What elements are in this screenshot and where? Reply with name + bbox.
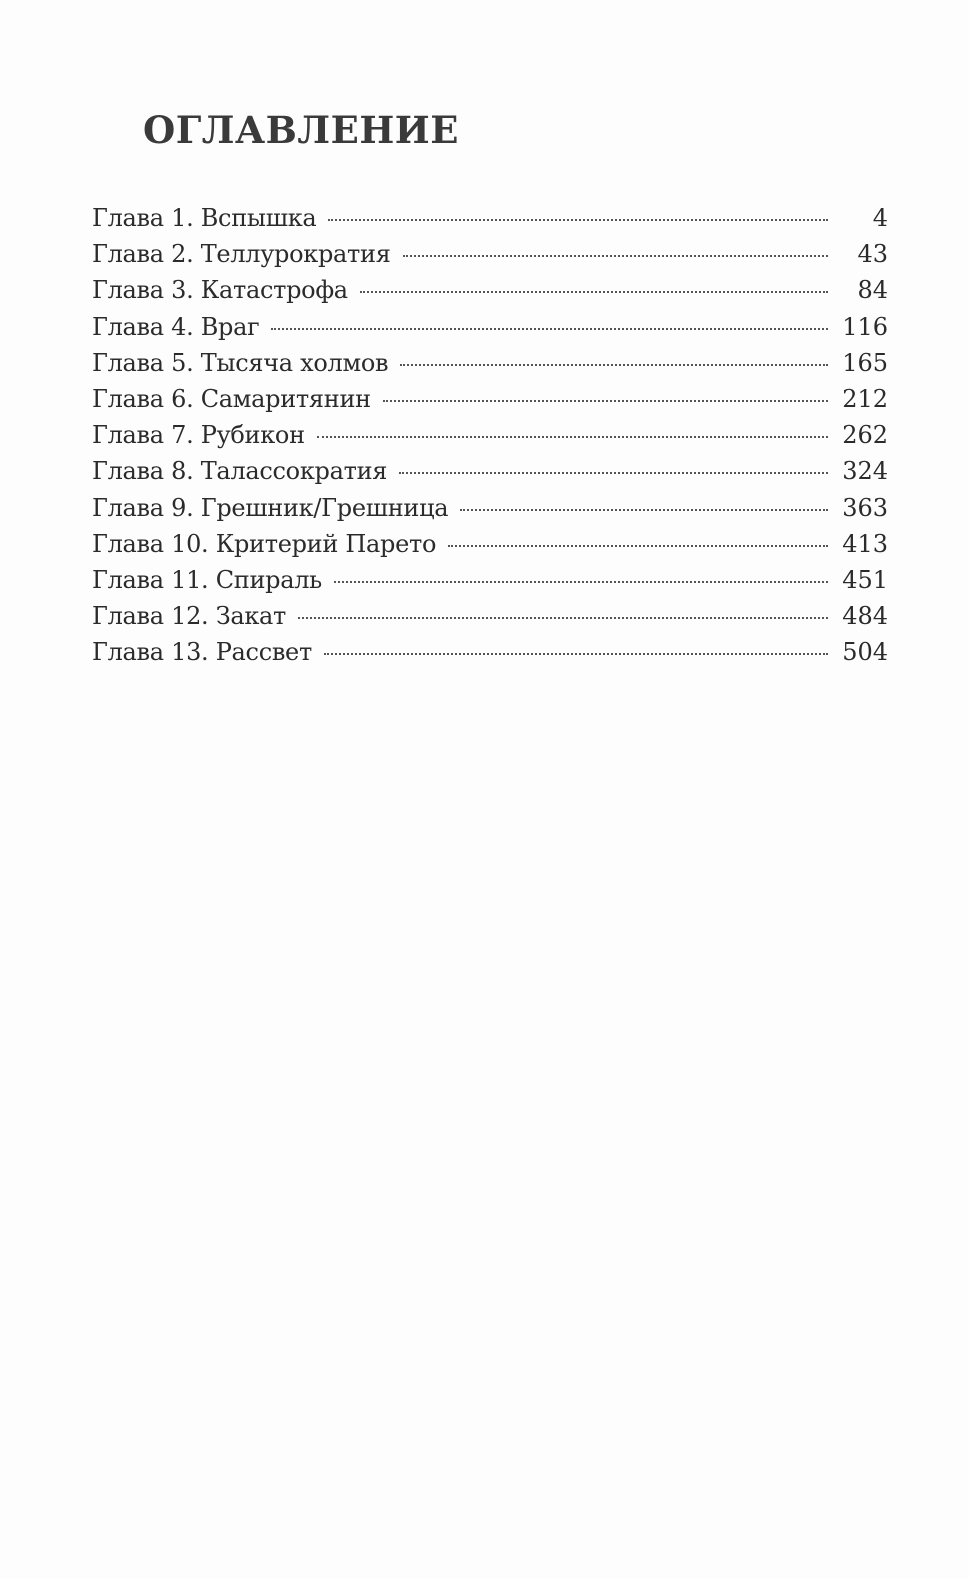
toc-chapter-title: Глава 5. Тысяча холмов (92, 348, 389, 377)
dot-leader (399, 472, 828, 474)
toc-entry (92, 385, 888, 421)
toc-page-number: 116 (842, 312, 888, 341)
toc-page-number: 4 (872, 204, 888, 232)
dot-leader (334, 581, 828, 583)
dot-leader (400, 364, 828, 366)
toc-page-number: 324 (842, 457, 888, 486)
toc-page-number: 165 (842, 348, 888, 377)
toc-chapter-title: Глава 3. Катастрофа (92, 276, 348, 305)
toc-entry (92, 349, 888, 385)
toc-page-number: 504 (842, 638, 888, 667)
dot-leader (360, 291, 828, 293)
toc-title: ОГЛАВЛЕНИЕ (143, 108, 459, 152)
toc-entry (92, 530, 888, 566)
toc-entry (92, 421, 888, 457)
toc-entry (92, 602, 888, 638)
toc-chapter-title: Глава 8. Талассократия (92, 457, 388, 486)
toc-entry (92, 204, 888, 240)
toc-page-number: 484 (842, 602, 888, 631)
toc-chapter-title: Глава 2. Теллурократия (92, 240, 391, 269)
toc-chapter-title: Глава 11. Спираль (92, 565, 322, 594)
toc-entry (92, 457, 888, 493)
dot-leader (460, 509, 828, 511)
toc-entry (92, 566, 888, 602)
toc-chapter-title: Глава 7. Рубикон (92, 421, 305, 450)
toc-chapter-title: Глава 13. Рассвет (92, 638, 312, 667)
toc-page-number: 451 (842, 565, 888, 594)
toc-chapter-title: Глава 12. Закат (92, 602, 287, 631)
dot-leader (328, 219, 828, 221)
toc-chapter-title: Глава 4. Враг (92, 312, 260, 341)
dot-leader (383, 400, 828, 402)
toc-page-number: 413 (842, 529, 888, 558)
toc-page-number: 84 (857, 276, 888, 305)
dot-leader (324, 653, 828, 655)
toc-chapter-title: Глава 6. Самаритянин (92, 384, 371, 413)
toc-entry (92, 276, 888, 312)
dot-leader (448, 545, 828, 547)
dot-leader (403, 255, 828, 257)
toc-entry (92, 638, 888, 674)
toc-page-number: 43 (857, 240, 888, 269)
toc-entry (92, 313, 888, 349)
toc-list (92, 204, 888, 674)
dot-leader (298, 617, 828, 619)
toc-page-number: 262 (842, 421, 888, 450)
toc-chapter-title: Глава 10. Критерий Парето (92, 529, 437, 558)
toc-page-number: 363 (842, 493, 888, 522)
dot-leader (271, 328, 828, 330)
toc-page-number: 212 (842, 384, 888, 413)
toc-entry (92, 240, 888, 276)
dot-leader (317, 436, 828, 438)
toc-entry (92, 494, 888, 530)
toc-chapter-title: Глава 1. Вспышка (92, 204, 317, 232)
toc-chapter-title: Глава 9. Грешник/Грешница (92, 493, 449, 522)
